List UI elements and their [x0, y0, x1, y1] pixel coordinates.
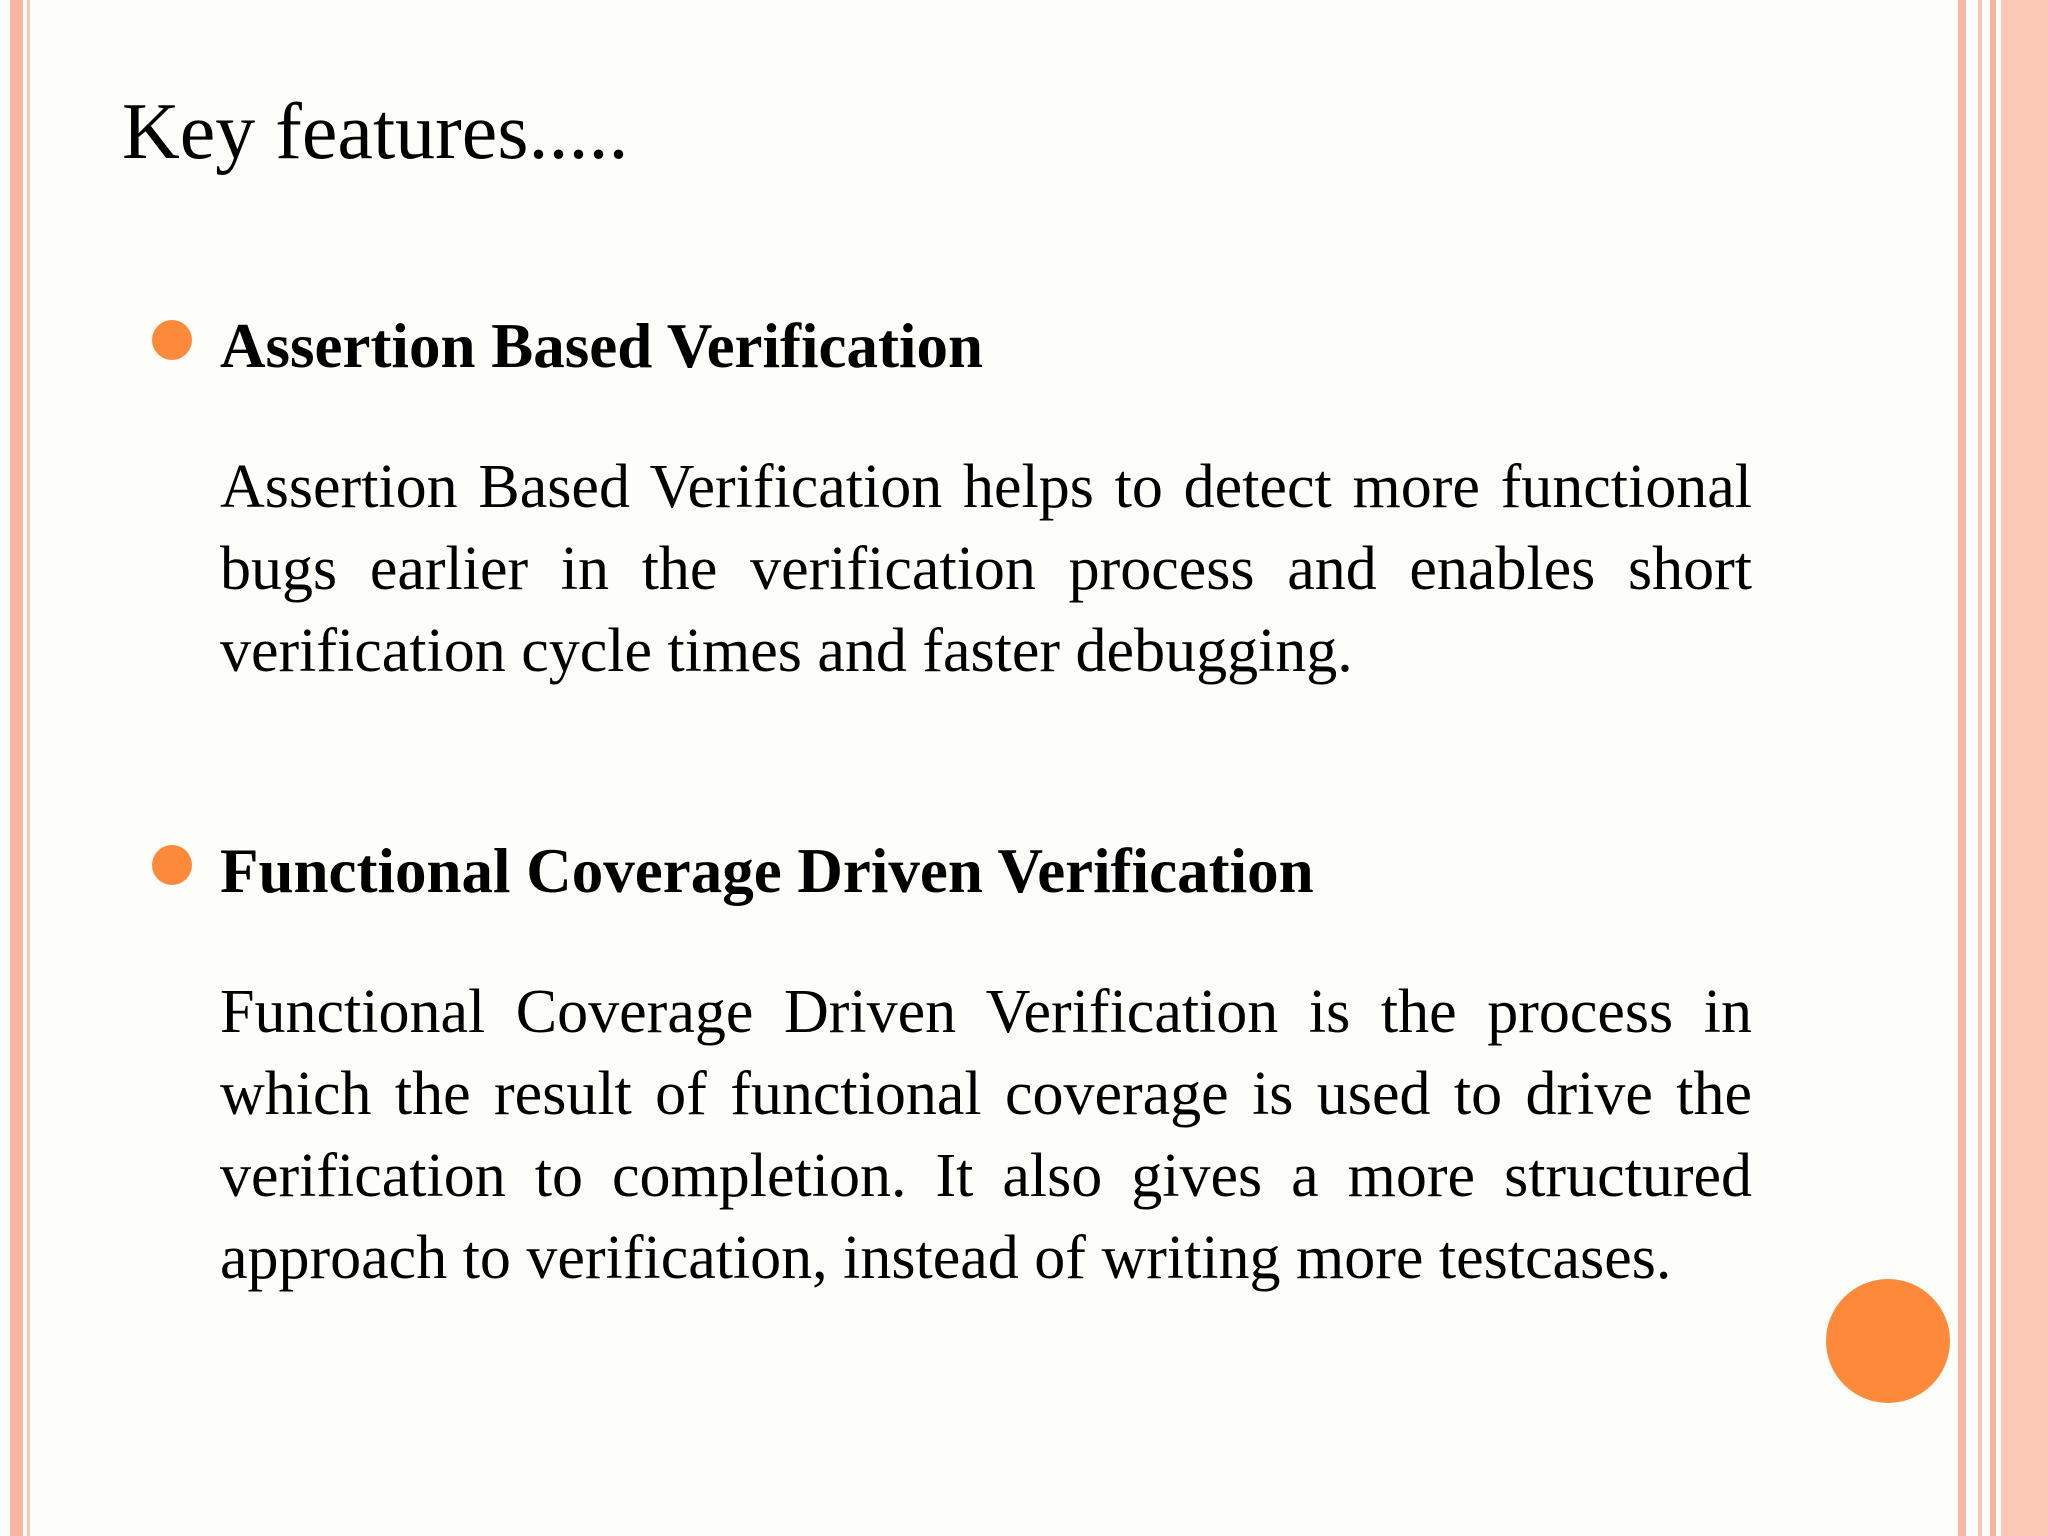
bullet-body-coverage: Functional Coverage Driven Verification is the process in which the result of functional coverage is used to drive the verification to completion. It also gives a more structured approach to verification, instead of writing more testcases. — [220, 978, 1752, 1292]
left-border-stripe — [10, 0, 23, 1536]
bullet-heading-assertion: Assertion Based Verification — [220, 311, 983, 381]
decorative-circle-icon — [1826, 1279, 1950, 1403]
right-border-stripe-1 — [1958, 0, 1966, 1536]
left-border-thin-stripe — [27, 0, 30, 1536]
right-border-stripe-4 — [2001, 0, 2048, 1536]
bullet-heading-coverage: Functional Coverage Driven Verification — [220, 836, 1314, 906]
right-border-stripe-2 — [1978, 0, 1982, 1536]
bullet-dot-icon — [152, 845, 192, 885]
bullet-dot-icon — [152, 320, 192, 360]
slide-title: Key features..... — [122, 88, 629, 176]
bullet-body-assertion: Assertion Based Verification helps to detect more functional bugs earlier in the verification process and enables short verification cycle times and faster debugging. — [220, 453, 1752, 685]
right-border-stripe-3 — [1990, 0, 1996, 1536]
